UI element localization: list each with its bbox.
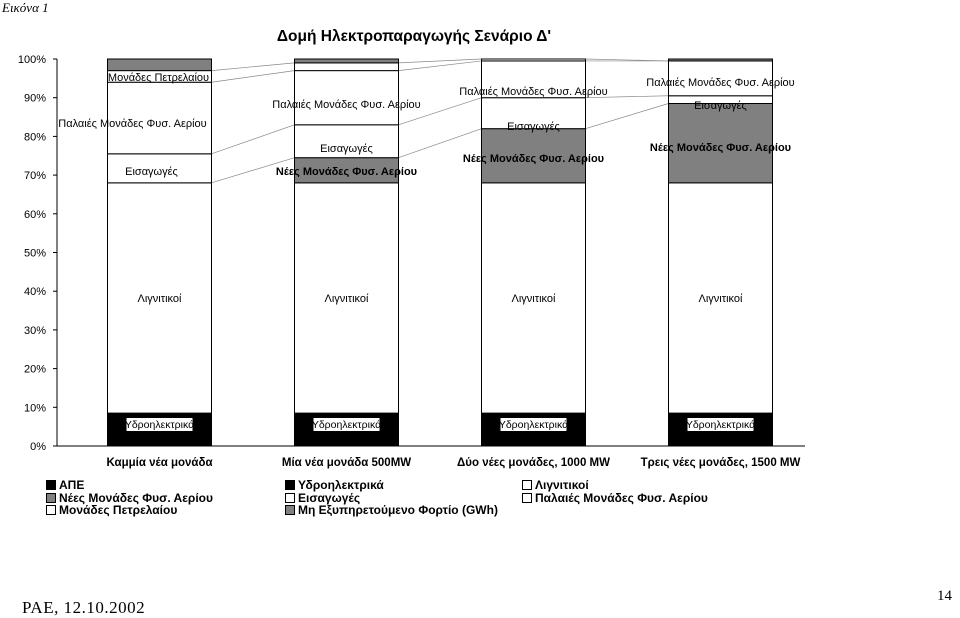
bar-label-imports: Εισαγωγές bbox=[507, 121, 560, 133]
chart-title: Δομή Ηλεκτροπαραγωγής Σενάριο Δ' bbox=[276, 28, 552, 45]
bar-segment-oil bbox=[482, 59, 586, 61]
legend-label: ΑΠΕ bbox=[59, 478, 85, 492]
x-axis bbox=[57, 446, 805, 469]
bar-label-new_gas: Νέες Μονάδες Φυσ. Αερίου bbox=[462, 153, 605, 165]
bar-label-lignite: Λιγνιτικοί bbox=[137, 293, 182, 305]
bar-label-old_gas: Παλαιές Μονάδες Φυσ. Αερίου bbox=[459, 86, 608, 98]
y-tick-label: 80% bbox=[23, 131, 46, 144]
legend-swatch-oil bbox=[46, 505, 56, 515]
bar-label-oil: Μονάδες Πετρελαίου bbox=[107, 72, 210, 84]
series-connector bbox=[212, 71, 295, 83]
bar-label-lignite: Λιγνιτικοί bbox=[698, 293, 743, 305]
bar-label-hydro: Υδροηλεκτρικά bbox=[685, 419, 756, 431]
bar-label-hydro: Υδροηλεκτρικά bbox=[311, 419, 382, 431]
bar-label-hydro: Υδροηλεκτρικά bbox=[124, 419, 195, 431]
bar-segment-unserved bbox=[295, 59, 399, 63]
y-tick-label: 10% bbox=[23, 402, 46, 415]
bar-label-hydro: Υδροηλεκτρικά bbox=[498, 419, 569, 431]
legend-swatch-old_gas bbox=[522, 493, 532, 503]
x-category-label: Καμμία νέα μονάδα bbox=[106, 457, 213, 469]
legend-item-old_gas bbox=[522, 491, 708, 505]
bar-label-imports: Εισαγωγές bbox=[125, 166, 178, 178]
legend-label: Υδροηλεκτρικά bbox=[298, 478, 384, 492]
bar-label-new_gas: Νέες Μονάδες Φυσ. Αερίου bbox=[275, 166, 418, 178]
legend-swatch-ape bbox=[46, 480, 56, 490]
figure-caption: Εικόνα 1 bbox=[2, 0, 49, 15]
bar-label-imports: Εισαγωγές bbox=[694, 100, 747, 112]
series-connector bbox=[212, 125, 295, 154]
series-connector bbox=[586, 104, 669, 129]
legend-swatch-new_gas bbox=[46, 493, 56, 503]
legend-swatch-imports bbox=[285, 493, 295, 503]
bar-label-old_gas: Παλαιές Μονάδες Φυσ. Αερίου bbox=[272, 99, 421, 111]
y-tick-label: 0% bbox=[30, 441, 46, 453]
legend-swatch-lignite bbox=[522, 480, 532, 490]
x-category-label: Μία νέα μονάδα 500MW bbox=[281, 457, 412, 469]
legend-label: Λιγνιτικοί bbox=[535, 478, 589, 492]
legend-label: Μονάδες Πετρελαίου bbox=[59, 503, 178, 517]
bar-label-lignite: Λιγνιτικοί bbox=[511, 293, 556, 305]
y-tick-label: 70% bbox=[23, 170, 46, 183]
bar-label-old_gas: Παλαιές Μονάδες Φυσ. Αερίου bbox=[58, 118, 207, 130]
legend-label: Παλαιές Μονάδες Φυσ. Αερίου bbox=[535, 490, 708, 505]
legend-label: Νέες Μονάδες Φυσ. Αερίου bbox=[59, 490, 213, 505]
series-connector bbox=[212, 63, 295, 71]
bar-segment-unserved bbox=[108, 59, 212, 71]
bar-label-lignite: Λιγνιτικοί bbox=[324, 293, 369, 305]
y-tick-label: 30% bbox=[23, 324, 46, 337]
bar-label-imports: Εισαγωγές bbox=[320, 143, 373, 155]
footer-source: ΡΑΕ, 12.10.2002 bbox=[22, 598, 146, 617]
y-tick-label: 50% bbox=[23, 247, 46, 260]
bar-label-old_gas: Παλαιές Μονάδες Φυσ. Αερίου bbox=[646, 77, 795, 89]
bar-segment-oil bbox=[295, 63, 399, 71]
legend-item-unserved bbox=[285, 503, 498, 517]
legend-label: Εισαγωγές bbox=[298, 490, 361, 505]
bar-label-new_gas: Νέες Μονάδες Φυσ. Αερίου bbox=[649, 142, 792, 154]
y-tick-label: 20% bbox=[23, 363, 46, 376]
legend-item-oil bbox=[46, 503, 177, 517]
bar-segment-unserved bbox=[669, 59, 773, 61]
bars bbox=[108, 59, 773, 446]
x-category-label: Τρεις νέες μονάδες, 1500 MW bbox=[640, 457, 801, 469]
y-tick-label: 100% bbox=[17, 54, 46, 66]
y-tick-label: 60% bbox=[23, 208, 46, 221]
page-number: 14 bbox=[937, 588, 952, 604]
legend-label: Μη Εξυπηρετούμενο Φορτίο (GWh) bbox=[298, 503, 498, 517]
y-tick-label: 90% bbox=[23, 92, 46, 105]
x-category-label: Δύο νέες μονάδες, 1000 MW bbox=[457, 457, 610, 469]
legend-swatch-unserved bbox=[285, 505, 295, 515]
y-tick-label: 40% bbox=[23, 286, 46, 299]
bar-segment-old_gas bbox=[295, 71, 399, 125]
y-axis bbox=[18, 54, 57, 453]
legend-swatch-hydro bbox=[285, 480, 295, 490]
